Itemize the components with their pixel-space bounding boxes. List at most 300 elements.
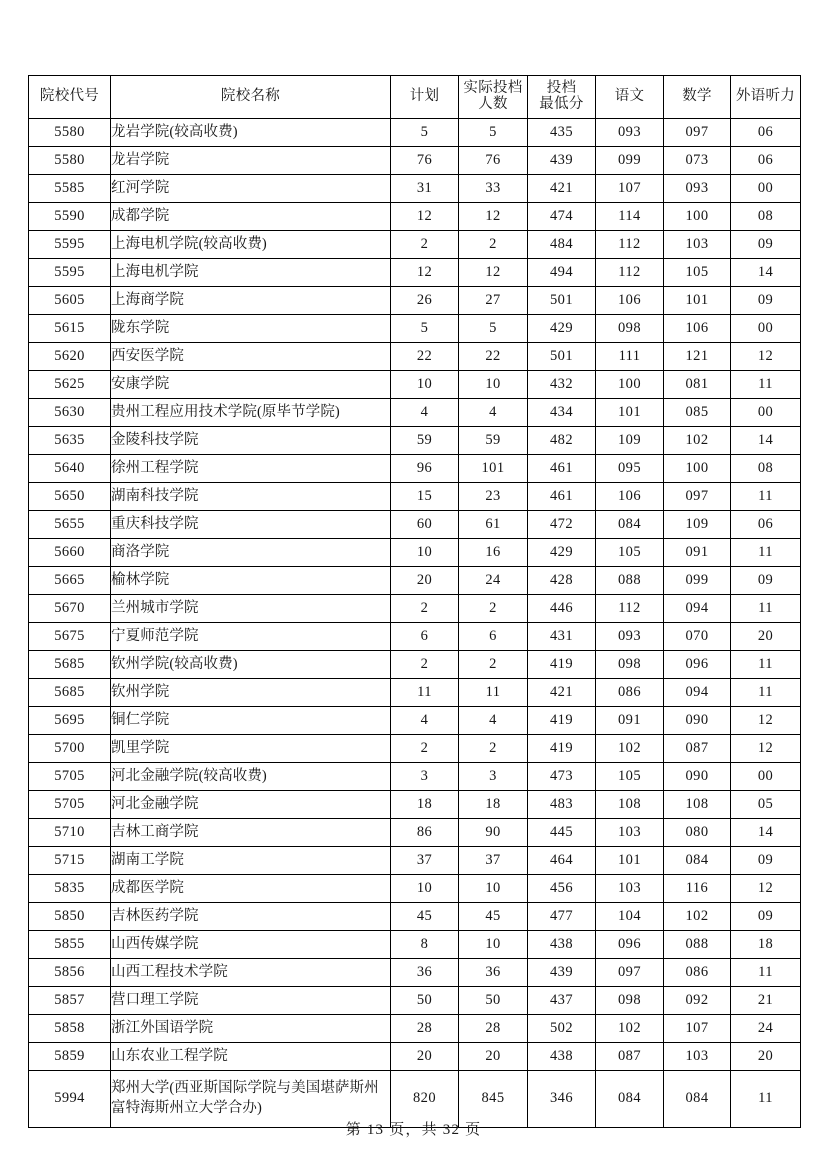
cell-code: 5835 bbox=[29, 875, 111, 903]
cell-listen: 14 bbox=[731, 259, 801, 287]
cell-name: 商洛学院 bbox=[111, 539, 391, 567]
cell-min: 438 bbox=[528, 1043, 596, 1071]
cell-math: 081 bbox=[664, 371, 731, 399]
column-header-line: 投档 bbox=[546, 80, 577, 97]
cell-plan: 15 bbox=[391, 483, 459, 511]
cell-chinese: 093 bbox=[596, 623, 664, 651]
cell-chinese: 112 bbox=[596, 595, 664, 623]
cell-listen: 11 bbox=[731, 1071, 801, 1128]
cell-chinese: 102 bbox=[596, 1015, 664, 1043]
cell-actual: 50 bbox=[459, 987, 528, 1015]
cell-plan: 2 bbox=[391, 651, 459, 679]
table-row bbox=[29, 651, 801, 679]
cell-plan: 18 bbox=[391, 791, 459, 819]
cell-math: 102 bbox=[664, 427, 731, 455]
cell-min: 439 bbox=[528, 959, 596, 987]
cell-plan: 10 bbox=[391, 875, 459, 903]
cell-actual: 33 bbox=[459, 175, 528, 203]
column-header-listen bbox=[731, 76, 801, 119]
cell-plan: 12 bbox=[391, 203, 459, 231]
cell-listen: 11 bbox=[731, 959, 801, 987]
cell-plan: 10 bbox=[391, 539, 459, 567]
cell-listen: 12 bbox=[731, 735, 801, 763]
cell-listen: 09 bbox=[731, 287, 801, 315]
cell-min: 501 bbox=[528, 343, 596, 371]
cell-name: 金陵科技学院 bbox=[111, 427, 391, 455]
cell-code: 5850 bbox=[29, 903, 111, 931]
cell-code: 5710 bbox=[29, 819, 111, 847]
cell-code: 5705 bbox=[29, 791, 111, 819]
table-row bbox=[29, 399, 801, 427]
cell-math: 097 bbox=[664, 119, 731, 147]
cell-code: 5994 bbox=[29, 1071, 111, 1128]
cell-chinese: 098 bbox=[596, 987, 664, 1015]
cell-plan: 2 bbox=[391, 595, 459, 623]
cell-min: 429 bbox=[528, 539, 596, 567]
cell-min: 461 bbox=[528, 483, 596, 511]
cell-listen: 08 bbox=[731, 203, 801, 231]
cell-plan: 37 bbox=[391, 847, 459, 875]
cell-listen: 21 bbox=[731, 987, 801, 1015]
cell-plan: 12 bbox=[391, 259, 459, 287]
cell-min: 429 bbox=[528, 315, 596, 343]
cell-math: 109 bbox=[664, 511, 731, 539]
table-header bbox=[29, 76, 801, 119]
cell-min: 435 bbox=[528, 119, 596, 147]
cell-chinese: 112 bbox=[596, 259, 664, 287]
cell-plan: 5 bbox=[391, 119, 459, 147]
cell-chinese: 106 bbox=[596, 287, 664, 315]
column-header-actual bbox=[459, 76, 528, 119]
cell-actual: 10 bbox=[459, 931, 528, 959]
table-row bbox=[29, 875, 801, 903]
cell-math: 100 bbox=[664, 203, 731, 231]
cell-min: 446 bbox=[528, 595, 596, 623]
cell-name: 安康学院 bbox=[111, 371, 391, 399]
cell-name: 龙岩学院(较高收费) bbox=[111, 119, 391, 147]
cell-math: 100 bbox=[664, 455, 731, 483]
cell-name: 成都学院 bbox=[111, 203, 391, 231]
cell-plan: 820 bbox=[391, 1071, 459, 1128]
cell-code: 5640 bbox=[29, 455, 111, 483]
cell-math: 116 bbox=[664, 875, 731, 903]
cell-actual: 2 bbox=[459, 651, 528, 679]
cell-chinese: 104 bbox=[596, 903, 664, 931]
cell-chinese: 098 bbox=[596, 651, 664, 679]
cell-listen: 09 bbox=[731, 567, 801, 595]
cell-min: 502 bbox=[528, 1015, 596, 1043]
cell-listen: 14 bbox=[731, 427, 801, 455]
column-header-min bbox=[528, 76, 596, 119]
cell-listen: 14 bbox=[731, 819, 801, 847]
cell-actual: 2 bbox=[459, 595, 528, 623]
table-row bbox=[29, 119, 801, 147]
table-row bbox=[29, 567, 801, 595]
cell-code: 5700 bbox=[29, 735, 111, 763]
cell-min: 431 bbox=[528, 623, 596, 651]
cell-name: 郑州大学(西亚斯国际学院与美国堪萨斯州富特海斯州立大学合办) bbox=[111, 1071, 391, 1128]
cell-actual: 23 bbox=[459, 483, 528, 511]
cell-listen: 00 bbox=[731, 175, 801, 203]
cell-math: 086 bbox=[664, 959, 731, 987]
cell-plan: 20 bbox=[391, 1043, 459, 1071]
cell-plan: 28 bbox=[391, 1015, 459, 1043]
cell-listen: 09 bbox=[731, 903, 801, 931]
cell-actual: 36 bbox=[459, 959, 528, 987]
cell-min: 346 bbox=[528, 1071, 596, 1128]
table-row bbox=[29, 791, 801, 819]
cell-math: 106 bbox=[664, 315, 731, 343]
cell-actual: 12 bbox=[459, 203, 528, 231]
cell-name: 兰州城市学院 bbox=[111, 595, 391, 623]
cell-code: 5655 bbox=[29, 511, 111, 539]
cell-name: 吉林医药学院 bbox=[111, 903, 391, 931]
cell-code: 5630 bbox=[29, 399, 111, 427]
cell-name: 龙岩学院 bbox=[111, 147, 391, 175]
column-header-line: 实际投档 bbox=[463, 80, 523, 97]
table-row bbox=[29, 259, 801, 287]
cell-code: 5685 bbox=[29, 651, 111, 679]
cell-listen: 09 bbox=[731, 847, 801, 875]
cell-code: 5665 bbox=[29, 567, 111, 595]
cell-listen: 12 bbox=[731, 343, 801, 371]
table-row bbox=[29, 287, 801, 315]
table-row bbox=[29, 735, 801, 763]
cell-plan: 60 bbox=[391, 511, 459, 539]
cell-min: 464 bbox=[528, 847, 596, 875]
cell-listen: 11 bbox=[731, 483, 801, 511]
page-footer: 第 13 页，共 32 页 bbox=[345, 1122, 482, 1138]
cell-actual: 27 bbox=[459, 287, 528, 315]
table-row bbox=[29, 539, 801, 567]
cell-code: 5620 bbox=[29, 343, 111, 371]
cell-math: 121 bbox=[664, 343, 731, 371]
cell-name: 山西传媒学院 bbox=[111, 931, 391, 959]
cell-code: 5585 bbox=[29, 175, 111, 203]
column-header-line: 院校名称 bbox=[220, 88, 281, 105]
cell-math: 093 bbox=[664, 175, 731, 203]
cell-name: 成都医学院 bbox=[111, 875, 391, 903]
cell-actual: 2 bbox=[459, 231, 528, 259]
table-row bbox=[29, 147, 801, 175]
cell-code: 5685 bbox=[29, 679, 111, 707]
column-header-math bbox=[664, 76, 731, 119]
cell-plan: 76 bbox=[391, 147, 459, 175]
cell-actual: 45 bbox=[459, 903, 528, 931]
cell-min: 419 bbox=[528, 707, 596, 735]
column-header-chinese bbox=[596, 76, 664, 119]
cell-name: 山东农业工程学院 bbox=[111, 1043, 391, 1071]
cell-listen: 09 bbox=[731, 231, 801, 259]
column-header-line: 语文 bbox=[614, 88, 645, 105]
cell-chinese: 084 bbox=[596, 511, 664, 539]
cell-chinese: 098 bbox=[596, 315, 664, 343]
cell-plan: 10 bbox=[391, 371, 459, 399]
cell-code: 5590 bbox=[29, 203, 111, 231]
cell-actual: 76 bbox=[459, 147, 528, 175]
cell-name: 陇东学院 bbox=[111, 315, 391, 343]
cell-min: 482 bbox=[528, 427, 596, 455]
cell-chinese: 086 bbox=[596, 679, 664, 707]
cell-code: 5695 bbox=[29, 707, 111, 735]
table-row bbox=[29, 819, 801, 847]
table-row bbox=[29, 707, 801, 735]
cell-listen: 11 bbox=[731, 651, 801, 679]
cell-math: 087 bbox=[664, 735, 731, 763]
cell-code: 5635 bbox=[29, 427, 111, 455]
cell-chinese: 103 bbox=[596, 875, 664, 903]
cell-name: 铜仁学院 bbox=[111, 707, 391, 735]
column-header-line: 人数 bbox=[478, 96, 508, 112]
cell-plan: 96 bbox=[391, 455, 459, 483]
cell-code: 5859 bbox=[29, 1043, 111, 1071]
cell-name: 河北金融学院 bbox=[111, 791, 391, 819]
cell-math: 108 bbox=[664, 791, 731, 819]
cell-name: 凯里学院 bbox=[111, 735, 391, 763]
cell-chinese: 100 bbox=[596, 371, 664, 399]
table-row bbox=[29, 203, 801, 231]
cell-chinese: 101 bbox=[596, 399, 664, 427]
cell-plan: 3 bbox=[391, 763, 459, 791]
cell-actual: 22 bbox=[459, 343, 528, 371]
cell-math: 096 bbox=[664, 651, 731, 679]
cell-math: 094 bbox=[664, 679, 731, 707]
cell-math: 091 bbox=[664, 539, 731, 567]
cell-chinese: 114 bbox=[596, 203, 664, 231]
cell-math: 105 bbox=[664, 259, 731, 287]
cell-min: 501 bbox=[528, 287, 596, 315]
cell-listen: 08 bbox=[731, 455, 801, 483]
cell-actual: 20 bbox=[459, 1043, 528, 1071]
cell-name: 西安医学院 bbox=[111, 343, 391, 371]
cell-listen: 06 bbox=[731, 147, 801, 175]
cell-code: 5855 bbox=[29, 931, 111, 959]
column-header-line: 外语听力 bbox=[735, 88, 796, 105]
cell-actual: 845 bbox=[459, 1071, 528, 1128]
cell-min: 421 bbox=[528, 175, 596, 203]
cell-math: 102 bbox=[664, 903, 731, 931]
cell-plan: 22 bbox=[391, 343, 459, 371]
cell-min: 432 bbox=[528, 371, 596, 399]
cell-chinese: 087 bbox=[596, 1043, 664, 1071]
cell-listen: 20 bbox=[731, 623, 801, 651]
cell-chinese: 105 bbox=[596, 763, 664, 791]
cell-math: 084 bbox=[664, 1071, 731, 1128]
cell-chinese: 097 bbox=[596, 959, 664, 987]
cell-chinese: 088 bbox=[596, 567, 664, 595]
cell-chinese: 099 bbox=[596, 147, 664, 175]
cell-chinese: 112 bbox=[596, 231, 664, 259]
table-row bbox=[29, 455, 801, 483]
cell-actual: 10 bbox=[459, 875, 528, 903]
cell-name: 河北金融学院(较高收费) bbox=[111, 763, 391, 791]
cell-code: 5595 bbox=[29, 259, 111, 287]
cell-plan: 45 bbox=[391, 903, 459, 931]
table-row bbox=[29, 1015, 801, 1043]
cell-math: 103 bbox=[664, 231, 731, 259]
cell-listen: 11 bbox=[731, 595, 801, 623]
cell-plan: 11 bbox=[391, 679, 459, 707]
cell-actual: 24 bbox=[459, 567, 528, 595]
cell-actual: 4 bbox=[459, 399, 528, 427]
cell-listen: 06 bbox=[731, 511, 801, 539]
cell-actual: 2 bbox=[459, 735, 528, 763]
table-row bbox=[29, 1043, 801, 1071]
column-header-name bbox=[111, 76, 391, 119]
cell-chinese: 103 bbox=[596, 819, 664, 847]
cell-math: 092 bbox=[664, 987, 731, 1015]
cell-code: 5595 bbox=[29, 231, 111, 259]
cell-name: 浙江外国语学院 bbox=[111, 1015, 391, 1043]
cell-chinese: 084 bbox=[596, 1071, 664, 1128]
column-header-line: 院校代号 bbox=[39, 88, 100, 105]
cell-min: 494 bbox=[528, 259, 596, 287]
table-body bbox=[29, 119, 801, 1128]
cell-chinese: 107 bbox=[596, 175, 664, 203]
cell-name: 山西工程技术学院 bbox=[111, 959, 391, 987]
column-header-line: 最低分 bbox=[539, 96, 584, 112]
cell-name: 吉林工商学院 bbox=[111, 819, 391, 847]
cell-chinese: 111 bbox=[596, 343, 664, 371]
cell-chinese: 091 bbox=[596, 707, 664, 735]
cell-actual: 37 bbox=[459, 847, 528, 875]
cell-math: 085 bbox=[664, 399, 731, 427]
cell-name: 宁夏师范学院 bbox=[111, 623, 391, 651]
cell-code: 5715 bbox=[29, 847, 111, 875]
cell-plan: 4 bbox=[391, 707, 459, 735]
cell-listen: 05 bbox=[731, 791, 801, 819]
cell-plan: 5 bbox=[391, 315, 459, 343]
cell-code: 5625 bbox=[29, 371, 111, 399]
cell-chinese: 109 bbox=[596, 427, 664, 455]
cell-name: 徐州工程学院 bbox=[111, 455, 391, 483]
cell-actual: 61 bbox=[459, 511, 528, 539]
cell-code: 5857 bbox=[29, 987, 111, 1015]
cell-math: 073 bbox=[664, 147, 731, 175]
cell-plan: 50 bbox=[391, 987, 459, 1015]
cell-min: 472 bbox=[528, 511, 596, 539]
cell-math: 094 bbox=[664, 595, 731, 623]
table-row bbox=[29, 959, 801, 987]
table-row bbox=[29, 175, 801, 203]
cell-math: 088 bbox=[664, 931, 731, 959]
cell-listen: 12 bbox=[731, 875, 801, 903]
cell-plan: 4 bbox=[391, 399, 459, 427]
cell-chinese: 106 bbox=[596, 483, 664, 511]
table-row bbox=[29, 595, 801, 623]
cell-name: 重庆科技学院 bbox=[111, 511, 391, 539]
cell-code: 5650 bbox=[29, 483, 111, 511]
cell-math: 084 bbox=[664, 847, 731, 875]
admission-score-table-container bbox=[28, 75, 800, 1128]
cell-plan: 2 bbox=[391, 231, 459, 259]
cell-actual: 3 bbox=[459, 763, 528, 791]
cell-math: 103 bbox=[664, 1043, 731, 1071]
cell-code: 5615 bbox=[29, 315, 111, 343]
cell-math: 090 bbox=[664, 707, 731, 735]
cell-code: 5605 bbox=[29, 287, 111, 315]
cell-plan: 31 bbox=[391, 175, 459, 203]
cell-name: 湖南工学院 bbox=[111, 847, 391, 875]
cell-code: 5580 bbox=[29, 119, 111, 147]
cell-actual: 90 bbox=[459, 819, 528, 847]
table-row bbox=[29, 847, 801, 875]
cell-listen: 11 bbox=[731, 679, 801, 707]
cell-code: 5660 bbox=[29, 539, 111, 567]
cell-plan: 6 bbox=[391, 623, 459, 651]
cell-min: 439 bbox=[528, 147, 596, 175]
admission-score-table bbox=[28, 75, 801, 1128]
cell-name: 钦州学院(较高收费) bbox=[111, 651, 391, 679]
cell-code: 5705 bbox=[29, 763, 111, 791]
cell-actual: 18 bbox=[459, 791, 528, 819]
cell-actual: 101 bbox=[459, 455, 528, 483]
cell-actual: 4 bbox=[459, 707, 528, 735]
table-row bbox=[29, 483, 801, 511]
cell-chinese: 096 bbox=[596, 931, 664, 959]
column-header-line: 数学 bbox=[682, 88, 712, 105]
cell-name: 湖南科技学院 bbox=[111, 483, 391, 511]
cell-chinese: 108 bbox=[596, 791, 664, 819]
table-row bbox=[29, 623, 801, 651]
cell-listen: 18 bbox=[731, 931, 801, 959]
cell-min: 419 bbox=[528, 735, 596, 763]
cell-math: 097 bbox=[664, 483, 731, 511]
cell-code: 5675 bbox=[29, 623, 111, 651]
cell-min: 434 bbox=[528, 399, 596, 427]
cell-actual: 12 bbox=[459, 259, 528, 287]
cell-math: 101 bbox=[664, 287, 731, 315]
table-row bbox=[29, 343, 801, 371]
table-row bbox=[29, 931, 801, 959]
cell-min: 461 bbox=[528, 455, 596, 483]
cell-code: 5856 bbox=[29, 959, 111, 987]
cell-min: 456 bbox=[528, 875, 596, 903]
cell-actual: 6 bbox=[459, 623, 528, 651]
cell-actual: 59 bbox=[459, 427, 528, 455]
cell-listen: 11 bbox=[731, 371, 801, 399]
cell-actual: 10 bbox=[459, 371, 528, 399]
cell-min: 421 bbox=[528, 679, 596, 707]
table-row bbox=[29, 679, 801, 707]
table-row bbox=[29, 427, 801, 455]
cell-listen: 12 bbox=[731, 707, 801, 735]
cell-min: 477 bbox=[528, 903, 596, 931]
cell-plan: 86 bbox=[391, 819, 459, 847]
cell-code: 5580 bbox=[29, 147, 111, 175]
table-row bbox=[29, 371, 801, 399]
column-header-code bbox=[29, 76, 111, 119]
cell-actual: 5 bbox=[459, 119, 528, 147]
cell-chinese: 093 bbox=[596, 119, 664, 147]
cell-min: 484 bbox=[528, 231, 596, 259]
cell-listen: 20 bbox=[731, 1043, 801, 1071]
cell-min: 483 bbox=[528, 791, 596, 819]
cell-plan: 59 bbox=[391, 427, 459, 455]
table-header-row bbox=[29, 76, 801, 119]
cell-actual: 11 bbox=[459, 679, 528, 707]
cell-name: 上海电机学院(较高收费) bbox=[111, 231, 391, 259]
cell-actual: 16 bbox=[459, 539, 528, 567]
cell-name: 上海商学院 bbox=[111, 287, 391, 315]
cell-name: 营口理工学院 bbox=[111, 987, 391, 1015]
cell-name: 榆林学院 bbox=[111, 567, 391, 595]
cell-min: 445 bbox=[528, 819, 596, 847]
table-row bbox=[29, 763, 801, 791]
cell-code: 5858 bbox=[29, 1015, 111, 1043]
cell-math: 107 bbox=[664, 1015, 731, 1043]
cell-actual: 28 bbox=[459, 1015, 528, 1043]
